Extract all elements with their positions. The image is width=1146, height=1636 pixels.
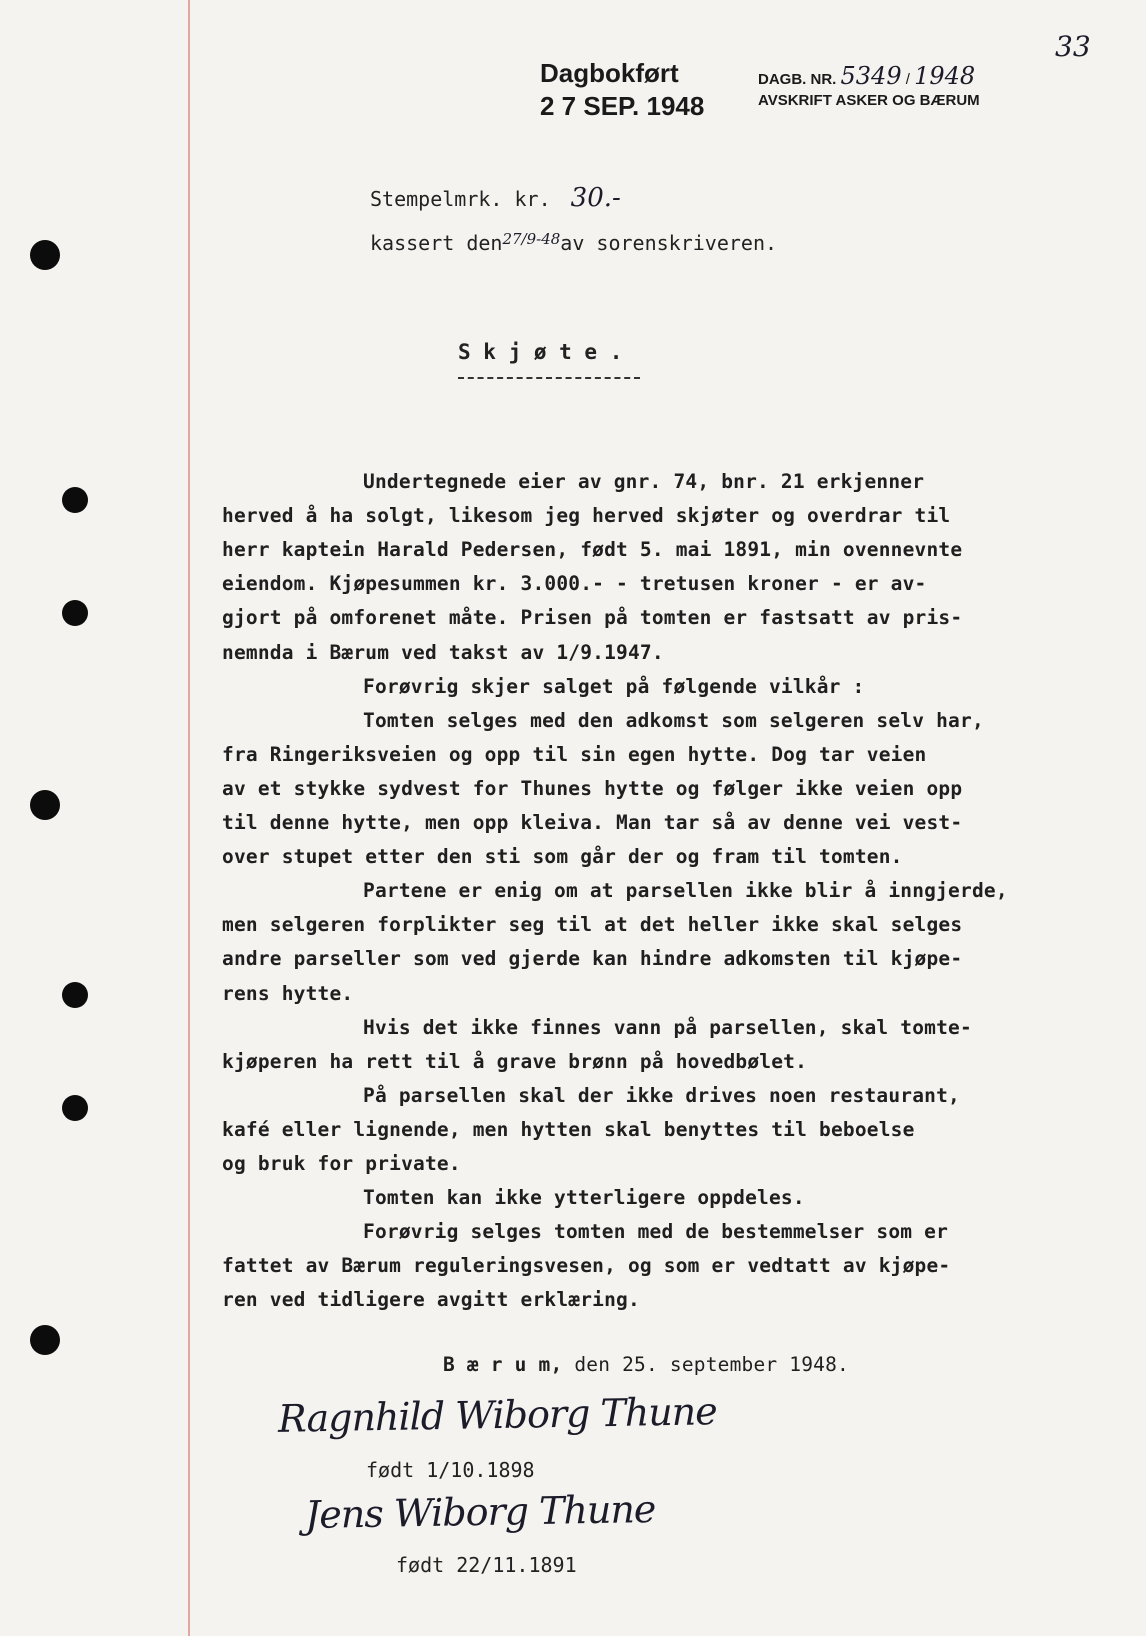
deed-line: rens hytte. <box>222 981 354 1005</box>
signature-2: Jens Wiborg Thune <box>304 1486 656 1538</box>
deed-line: ren ved tidligere avgitt erklæring. <box>222 1288 640 1312</box>
deed-line: Hvis det ikke finnes vann på parsellen, skal tomte- <box>363 1015 972 1039</box>
deed-line: herved å ha solgt, likesom jeg herved skjøter og overdrar til <box>222 504 951 528</box>
deed-line: kafé eller lignende, men hytten skal benyttes til beboelse <box>222 1117 915 1141</box>
deed-line: Forøvrig selges tomten med de bestemmelser som er <box>363 1220 949 1244</box>
stamp-dagbokfort-date: 2 7 SEP. 1948 <box>540 91 705 121</box>
dagb-year: 1948 <box>914 62 976 90</box>
stamp-dagbokfort-line1: Dagbokført <box>540 58 679 88</box>
fee-label: Stempelmrk. kr. <box>370 187 551 211</box>
deed-line: til denne hytte, men opp kleiva. Man tar så av denne vei vest- <box>222 811 963 834</box>
deed-line: eiendom. Kjøpesummen kr. 3.000.- - tretusen kroner - er av- <box>222 572 927 596</box>
punch-hole <box>30 240 60 270</box>
signature-2-born: født 22/11.1891 <box>396 1553 577 1577</box>
deed-line: kjøperen ha rett til å grave brønn på hovedbølet. <box>222 1049 808 1073</box>
stamp-dagb-nr-line1 <box>758 62 980 90</box>
title-underline <box>458 377 640 379</box>
punch-hole <box>30 790 60 820</box>
punch-hole <box>62 982 88 1008</box>
deed-line: gjort på omforenet måte. Prisen på tomten er fastsatt av pris- <box>222 606 963 630</box>
deed-line: Partene er enig om at parsellen ikke blir å inngjerde, <box>363 879 1008 903</box>
punch-hole <box>62 600 88 626</box>
signature-1: Ragnhild Wiborg Thune <box>277 1389 718 1441</box>
deed-line: Forøvrig skjer salget på følgende vilkår : <box>363 674 865 698</box>
stamp-dagb-nr <box>758 62 980 109</box>
dagb-number: 5349 <box>840 62 902 90</box>
deed-line: Undertegnede eier av gnr. 74, bnr. 21 erkjenner <box>363 470 925 493</box>
page-number: 33 <box>1055 30 1091 63</box>
deed-line: herr kaptein Harald Pedersen, født 5. mai 1891, min ovennevnte <box>222 538 963 562</box>
deed-line: men selgeren forplikter seg til at det heller ikke skal selges <box>222 913 963 937</box>
stamp-dagbokfort <box>540 58 704 122</box>
deed-line: På parsellen skal der ikke drives noen restaurant, <box>363 1083 960 1107</box>
deed-line: over stupet etter den sti som går der og fram til tomten. <box>222 845 903 869</box>
signing-date: den 25. september 1948. <box>574 1353 849 1376</box>
punch-hole <box>62 1095 88 1121</box>
place-name: B æ r u m, <box>443 1353 563 1376</box>
kassert-suffix: av sorenskriveren. <box>560 231 778 255</box>
dagb-label: DAGB. NR. <box>758 71 837 88</box>
deed-line: Tomten kan ikke ytterligere oppdeles. <box>363 1186 805 1210</box>
deed-line: fra Ringeriksveien og opp til sin egen hytte. Dog tar veien <box>222 742 927 766</box>
signature-1-born: født 1/10.1898 <box>366 1458 535 1482</box>
kassert-date: 27/9-48 <box>502 230 561 248</box>
deed-line: andre parseller som ved gjerde kan hindre adkomsten til kjøpe- <box>222 947 963 971</box>
kassert-prefix: kassert den <box>370 231 503 255</box>
deed-line: og bruk for private. <box>222 1152 461 1175</box>
deed-line: av et stykke sydvest for Thunes hytte og følger ikke veien opp <box>222 776 963 800</box>
margin-line <box>188 0 190 1636</box>
dagb-slash: / <box>905 71 910 88</box>
deed-line: Tomten selges med den adkomst som selgeren selv har, <box>363 708 984 732</box>
punch-hole <box>30 1325 60 1355</box>
stamp-fee-line <box>370 183 621 213</box>
fee-amount: 30.- <box>570 183 621 213</box>
document-title: S k j ø t e . <box>458 340 623 364</box>
stamp-kassert-line <box>370 230 777 255</box>
deed-line: fattet av Bærum reguleringsvesen, og som er vedtatt av kjøpe- <box>222 1254 951 1278</box>
deed-line: nemnda i Bærum ved takst av 1/9.1947. <box>222 640 664 664</box>
place-date <box>443 1353 849 1376</box>
stamp-avskrift: AVSKRIFT ASKER OG BÆRUM <box>758 92 980 109</box>
punch-hole <box>62 487 88 513</box>
